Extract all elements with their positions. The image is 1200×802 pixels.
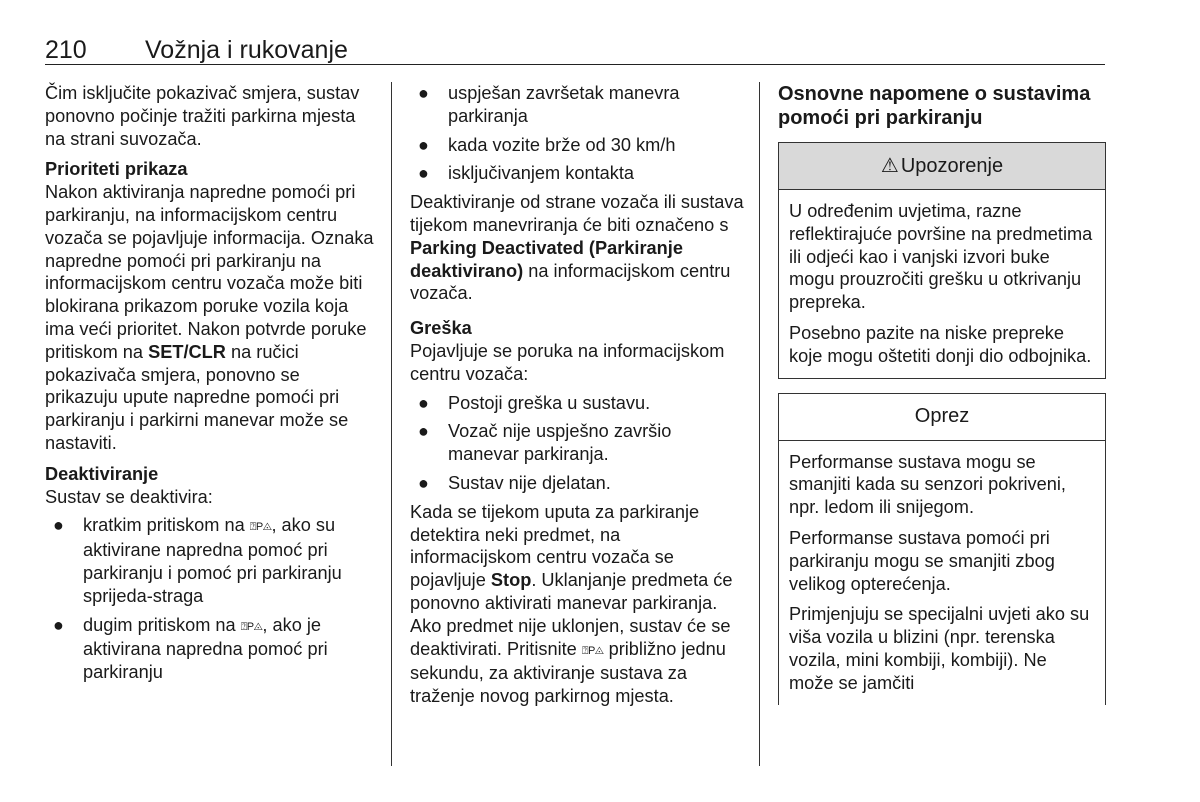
bullet-icon: ● [418,134,429,155]
list-item-text: Vozač nije uspješno završio manevar parkiranja. [448,421,672,465]
warning-label: Upozorenje [900,154,1004,177]
section-heading-greska: Greška [410,318,472,339]
deaktiviranje-text: Sustav se deaktivira: [45,486,213,507]
bullet-icon: ● [53,515,64,536]
list-item-text-end: , ako su aktivirane napredna pomoć pri parkiranju i pomoć pri parkiranju sprijeda-straga [83,515,342,606]
greska-text: Pojavljuje se poruka na informacijskom centru vozača: [410,340,725,384]
stop-label: Stop [490,570,532,591]
page-header [45,32,1105,65]
prioriteti-text-end: na ručici pokazivača smjera, ponovno se prikazuju upute napredne pomoći pri parkiranju i parkirni manevar može se nastaviti. [45,341,349,453]
set-clr-label: SET/CLR [148,341,226,362]
stop-text-end: približno jednu sekundu, za aktiviranje sustava za traženje novog parkirnog mjesta. [410,638,726,707]
list-item-text: dugim pritiskom na [83,614,241,635]
list-item-text: kada vozite brže od 30 km/h [448,134,676,155]
park-assist-icon: ⍰P◬ [581,644,604,657]
warning-icon: ⚠ [880,154,899,177]
list-item-text: Sustav nije djelatan. [448,472,611,493]
caution-header [779,394,1105,441]
caution-body [779,441,1105,705]
column-right [778,82,1106,719]
caution-box [778,393,1106,705]
list-item [410,420,746,466]
warning-paragraph: U određenim uvjetima, razne reflektirajuće površine na predmetima ili odjeći kao i vanjski izvori buke mogu prouzročiti grešku u otkrivanju prepreka. [789,201,1093,313]
warning-body [779,190,1105,378]
bullet-icon: ● [418,421,429,442]
list-item [410,472,746,495]
page-number: 210 [45,36,87,64]
intro-paragraph: Čim isključite pokazivač smjera, sustav ponovno počinje tražiti parkirna mjesta na strani suvozača. [45,83,360,149]
list-item-text: kratkim pritiskom na [83,515,250,536]
list-item [410,82,746,128]
chapter-title: Vožnja i rukovanje [145,36,348,64]
parking-deactivated-label: Parking Deactivated (Parkiranje deaktivirano) [410,237,683,281]
warning-header [779,143,1105,190]
prioriteti-text: Nakon aktiviranja napredne pomoći pri parkiranju, na informacijskom centru vozača se pojavljuje informacija. Oznaka napredne pomoći pri parkiranju na informacijskom centru vozača može biti blokirana prikazom poruke vozila koja ima veći prioritet. Nakon potvrde poruke pritiskom na [45,182,374,362]
stop-paragraph [410,501,746,708]
list-item-text: isključivanjem kontakta [448,163,634,184]
bullet-icon: ● [53,614,64,635]
bullet-icon: ● [418,472,429,493]
bullet-icon: ● [418,392,429,413]
list-item-text-end: , ako je aktivirana napredna pomoć pri parkiranju [83,614,328,683]
list-item-text: Postoji greška u sustavu. [448,392,651,413]
column-middle [410,82,746,716]
column-left [45,82,377,690]
list-item [410,392,746,415]
list-item [410,162,746,185]
warning-paragraph: Posebno pazite na niske prepreke koje mogu oštetiti donji dio odbojnika. [789,322,1092,366]
stop-text: Kada se tijekom uputa za parkiranje detektira neki predmet, na informacijskom centru vozača se pojavljuje [410,501,700,591]
caution-paragraph: Primjenjuju se specijalni uvjeti ako su viša vozila u blizini (npr. terenska vozila, mini kombiji, kombiji). Ne može se jamčiti [789,604,1090,693]
list-item [45,514,377,607]
deactivation-text-end: na informacijskom centru vozača. [410,260,731,304]
deactivation-paragraph [410,191,746,305]
caution-label: Oprez [914,405,970,428]
list-item-text: uspješan završetak manevra parkiranja [448,83,680,126]
caution-paragraph: Performanse sustava pomoći pri parkiranju mogu se smanjiti zbog velikog opterećenja. [789,527,1055,594]
greska-list [410,392,746,495]
deactivation-text: Deaktiviranje od strane vozača ili sustava tijekom manevriranja će biti označeno s [410,192,744,235]
prioriteti-paragraph [45,181,377,455]
caution-paragraph: Performanse sustava mogu se smanjiti kada su senzori pokriveni, npr. ledom ili snijegom. [789,451,1066,518]
deaktiviranje-list [45,514,377,684]
bullet-icon: ● [418,163,429,184]
stop-text-mid: . Uklanjanje predmeta će ponovno aktivirati manevar parkiranja. Ako predmet nije uklonjen, sustav će se deaktivirati. Pritisnite [410,570,733,659]
column-divider [391,82,392,766]
list-item [45,614,377,684]
warning-box [778,142,1106,379]
column-divider [759,82,760,766]
section-heading-prioriteti: Prioriteti prikaza [45,159,188,180]
bullet-icon: ● [418,83,429,103]
park-assist-icon: ⍰P◬ [240,620,263,633]
list-item [410,134,746,157]
deactivation-conditions-list [410,82,746,185]
section-heading-deaktiviranje: Deaktiviranje [45,463,159,484]
park-assist-icon: ⍰P◬ [249,521,272,534]
section-title: Osnovne napomene o sustavima pomoći pri parkiranju [778,83,1091,129]
